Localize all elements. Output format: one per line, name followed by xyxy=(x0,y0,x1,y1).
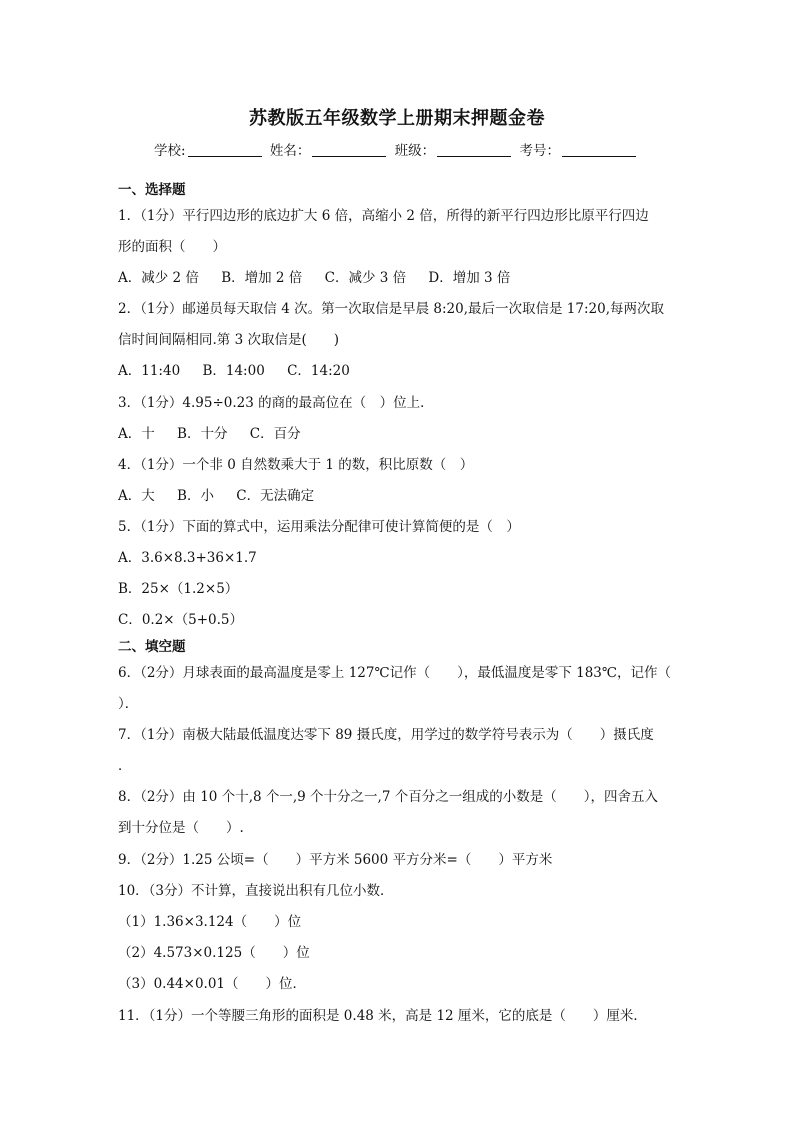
question-6-line-1: 6．（2分）月球表面的最高温度是零上 127℃记作（ ），最低温度是零下 183℃，记作（ xyxy=(118,665,671,681)
student-info-row xyxy=(0,139,794,159)
question-6-line-2: ）． xyxy=(118,696,139,712)
option-d[interactable]: D．增加 3 倍 xyxy=(428,270,511,286)
page-title: 苏教版五年级数学上册期末押题金卷 xyxy=(249,108,545,129)
question-10-sub-2: （2）4.573×0.125（ ）位 xyxy=(118,945,310,961)
question-3-options xyxy=(118,424,319,444)
class-blank[interactable] xyxy=(437,144,511,157)
section-heading-choice: 一、选择题 xyxy=(118,182,186,198)
question-5-option-c[interactable]: C．0.2×（5+0.5） xyxy=(118,612,243,628)
class-label: 班级： xyxy=(394,143,436,159)
option-b[interactable]: B．小 xyxy=(177,488,214,504)
question-8-line-1: 8．（2分）由 10 个十,8 个一,9 个十分之一,7 个百分之一组成的小数是（ ），四舍五入 xyxy=(118,789,658,805)
exam-no-blank[interactable] xyxy=(562,144,636,157)
question-10-sub-1: （1）1.36×3.124（ ）位 xyxy=(118,914,302,930)
question-1-line-2: 形的面积（ ） xyxy=(118,239,226,255)
question-1-line-1: 1．（1分）平行四边形的底边扩大 6 倍，高缩小 2 倍，所得的新平行四边形比原平行四边 xyxy=(118,208,649,224)
question-2-options xyxy=(118,361,368,381)
question-10-sub-3: （3）0.44×0.01（ ）位． xyxy=(118,976,307,992)
question-11-line-1: 11．（1分）一个等腰三角形的面积是 0.48 米，高是 12 厘米，它的底是（ ）厘米． xyxy=(118,1008,647,1024)
name-label: 姓名： xyxy=(269,143,311,159)
option-c[interactable]: C．减少 3 倍 xyxy=(324,270,407,286)
school-blank[interactable] xyxy=(188,144,262,157)
question-1-options xyxy=(118,268,528,288)
question-10-line-1: 10．（3分）不计算，直接说出积有几位小数． xyxy=(118,883,394,899)
question-2-line-2: 信时间间隔相同.第 3 次取信是( ) xyxy=(118,332,339,348)
question-4-line-1: 4．（1分）一个非 0 自然数乘大于 1 的数，积比原数（ ） xyxy=(118,457,474,473)
option-c[interactable]: C．14:20 xyxy=(287,363,350,379)
question-5-option-a[interactable]: A．3.6×8.3+36×1.7 xyxy=(118,550,257,566)
option-b[interactable]: B．十分 xyxy=(177,426,228,442)
question-4-options xyxy=(118,486,332,506)
name-blank[interactable] xyxy=(312,144,386,157)
option-c[interactable]: C．百分 xyxy=(249,426,301,442)
option-c[interactable]: C．无法确定 xyxy=(236,488,315,504)
school-label: 学校: xyxy=(154,143,186,159)
option-a[interactable]: A．大 xyxy=(118,488,155,504)
question-7-line-2: ． xyxy=(118,758,132,774)
option-b[interactable]: B．14:00 xyxy=(202,363,265,379)
exam-no-label: 考号： xyxy=(519,143,560,159)
question-7-line-1: 7．（1分）南极大陆最低温度达零下 89 摄氏度，用学过的数学符号表示为（ ）摄氏度 xyxy=(118,727,654,743)
question-3-line-1: 3．（1分）4.95÷0.23 的商的最高位在（ ）位上． xyxy=(118,395,434,411)
option-a[interactable]: A．减少 2 倍 xyxy=(118,270,199,286)
section-heading-fill: 二、填空题 xyxy=(118,639,186,655)
question-5-line-1: 5．（1分）下面的算式中，运用乘法分配律可使计算简便的是（ ） xyxy=(118,519,520,535)
option-a[interactable]: A．十 xyxy=(118,426,155,442)
question-2-line-1: 2．（1分）邮递员每天取信 4 次。第一次取信是早晨 8:20,最后一次取信是 17:20,每两次取 xyxy=(118,301,664,317)
question-8-line-2: 到十分位是（ ）. xyxy=(118,820,244,836)
question-5-option-b[interactable]: B．25×（1.2×5） xyxy=(118,581,239,597)
option-a[interactable]: A．11:40 xyxy=(118,363,181,379)
question-9-line-1: 9．（2分）1.25 公顷=（ ）平方米 5600 平方分米=（ ）平方米 xyxy=(118,852,553,868)
option-b[interactable]: B．增加 2 倍 xyxy=(221,270,303,286)
